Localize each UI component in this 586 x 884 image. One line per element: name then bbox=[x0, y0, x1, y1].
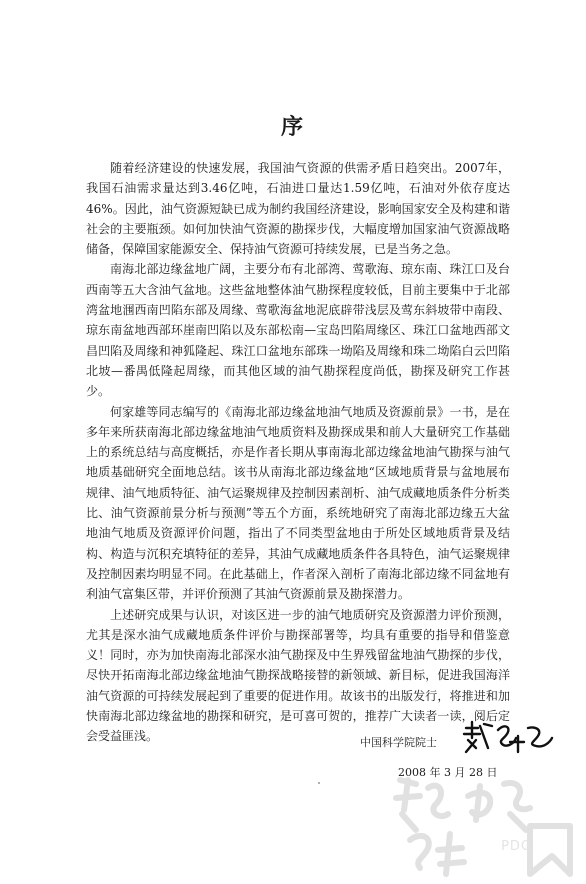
paragraph-3: 何家雄等同志编写的《南海北部边缘盆地油气地质及资源前景》一书，是在多年来所获南海北部边缘盆地油气地质资料及勘探成果和前人大量研究工作基础上的系统总结与高度概括，亦是作者长期从事南海北部边缘盆地油气勘探与油气地质基础研究全面地总结。该书从南海北部边缘盆地“区域地质背景与盆地展布规律、油气地质特征、油气运聚规律及控制因素剖析、油气成藏地质条件分析类比、油气资源前景分析与预测”等五个方面，系统地研究了南海北部边缘五大盆地油气地质及资源评价问题，指出了不同类型盆地由于所处区域地质背景及结构、构造与沉积充填特征的差异，其油气成藏地质条件各具特色，油气运聚规律及控制因素均明显不同。在此基础上，作者深入剖析了南海北部边缘不同盆地有利油气富集区带，并评价预测了其油气资源前景及勘探潜力。 bbox=[86, 404, 510, 602]
scan-speck bbox=[318, 782, 320, 784]
preface-date: 2008 年 3 月 28 日 bbox=[398, 766, 498, 779]
watermark-text: PDG bbox=[501, 839, 532, 854]
paragraph-4: 上述研究成果与认识，对该区进一步的油气地质研究及资源潜力评价预测，尤其是深水油气成藏地质条件评价与勘探部署等，均具有重要的指导和借鉴意义！同时，亦为加快南海北部深水油气勘探及中生界残留盆地油气勘探的步伐，尽快开拓南海北部边缘盆地油气勘探战略接替的新领域、新目标，促进我国海洋油气资源的可持续发展起到了重要的促进作用。故该书的出版发行，将推进和加快南海北部边缘盆地的勘探和研究，是可喜可贺的，推荐广大读者一读，阅后定会受益匪浅。 bbox=[86, 607, 510, 744]
signature-block bbox=[360, 718, 560, 758]
paragraph-2: 南海北部边缘盆地广阔，主要分布有北部湾、莺歌海、琼东南、珠江口及台西南等五大含油气盆地。这些盆地整体油气勘探程度较低，目前主要集中于北部湾盆地涠西南凹陷东部及周缘、莺歌海盆地泥底辟带浅层及莺东斜坡带中南段、琼东南盆地西部环崖南凹陷以及东部松南—宝岛凹陷周缘区、珠江口盆地西部文昌凹陷及周缘和神狐隆起、珠江口盆地东部珠一坳陷及周缘和珠二坳陷白云凹陷北坡—番禺低隆起周缘，而其他区域的油气勘探程度尚低，勘探及研究工作甚少。 bbox=[86, 262, 510, 399]
seal-watermark bbox=[380, 770, 580, 880]
preface-body bbox=[86, 158, 510, 747]
preface-title: 序 bbox=[280, 115, 305, 140]
signature-label: 中国科学院院士 bbox=[360, 736, 437, 749]
calligraphy-seal-icon bbox=[380, 770, 580, 880]
handwritten-signature-icon bbox=[458, 718, 558, 758]
paragraph-1: 随着经济建设的快速发展，我国油气资源的供需矛盾日趋突出。2007年，我国石油需求量达到3.46亿吨，石油进口量达1.59亿吨，石油对外依存度达46%。因此，油气资源短缺已成为制约我国经济建设，影响国家安全及构建和谐社会的主要瓶颈。如何加快油气资源的勘探步伐，大幅度增加国家油气资源战略储备，保障国家能源安全、保持油气资源可持续发展，已是当务之急。 bbox=[86, 161, 510, 257]
